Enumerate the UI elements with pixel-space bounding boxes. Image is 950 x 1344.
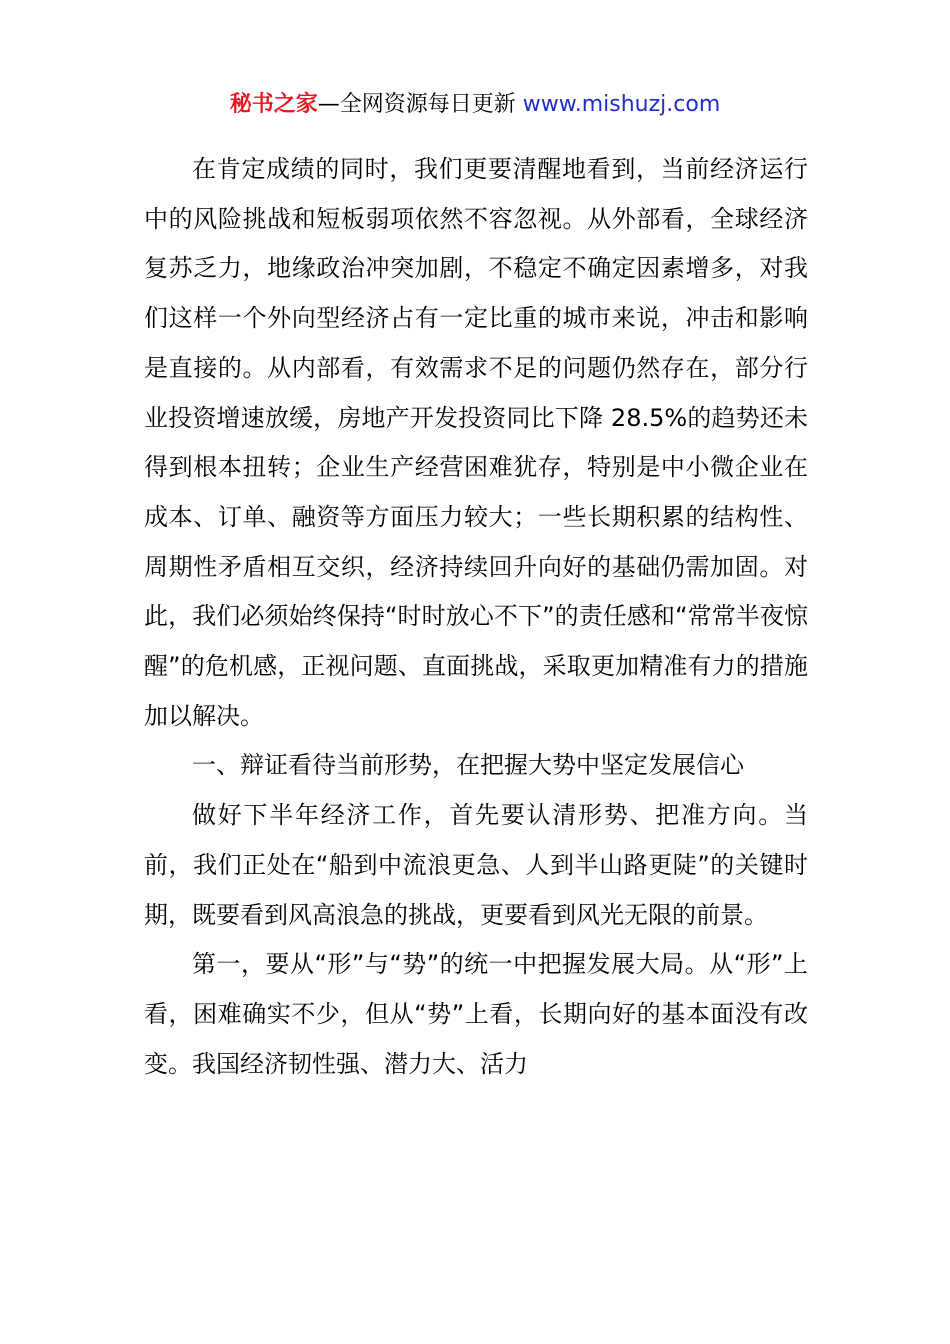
site-url-link[interactable]: www.mishuzj.com: [522, 92, 721, 117]
brand-name: 秘书之家: [229, 92, 318, 117]
site-header: [0, 88, 950, 122]
paragraph-risks: 在肯定成绩的同时，我们更要清醒地看到，当前经济运行中的风险挑战和短板弱项依然不容忽视。从外部看，全球经济复苏乏力，地缘政治冲突加剧，不稳定不确定因素增多，对我们这样一个外向型经济占有一定比重的城市来说，冲击和影响是直接的。从内部看，有效需求不足的问题仍然存在，部分行业投资增速放缓，房地产开发投资同比下降 28.5%的趋势还未得到根本扭转；企业生产经营困难犹存，特别是中小微企业在成本、订单、融资等方面压力较大；一些长期积累的结构性、周期性矛盾相互交织，经济持续回升向好的基础仍需加固。对此，我们必须始终保持“时时放心不下”的责任感和“常常半夜惊醒”的危机感，正视问题、直面挑战，采取更加精准有力的措施加以解决。: [144, 155, 808, 730]
section-heading: 一、辩证看待当前形势，在把握大势中坚定发展信心: [192, 751, 744, 780]
document-body: [144, 145, 808, 1089]
paragraph-first-point: 第一，要从“形”与“势”的统一中把握发展大局。从“形”上看，困难确实不少，但从“势”上看，长期向好的基本面没有改变。我国经济韧性强、潜力大、活力: [144, 950, 808, 1078]
header-slogan: —全网资源每日更新: [317, 92, 516, 117]
paragraph-situation: 做好下半年经济工作，首先要认清形势、把准方向。当前，我们正处在“船到中流浪更急、人到半山路更陡”的关键时期，既要看到风高浪急的挑战，更要看到风光无限的前景。: [144, 801, 808, 929]
